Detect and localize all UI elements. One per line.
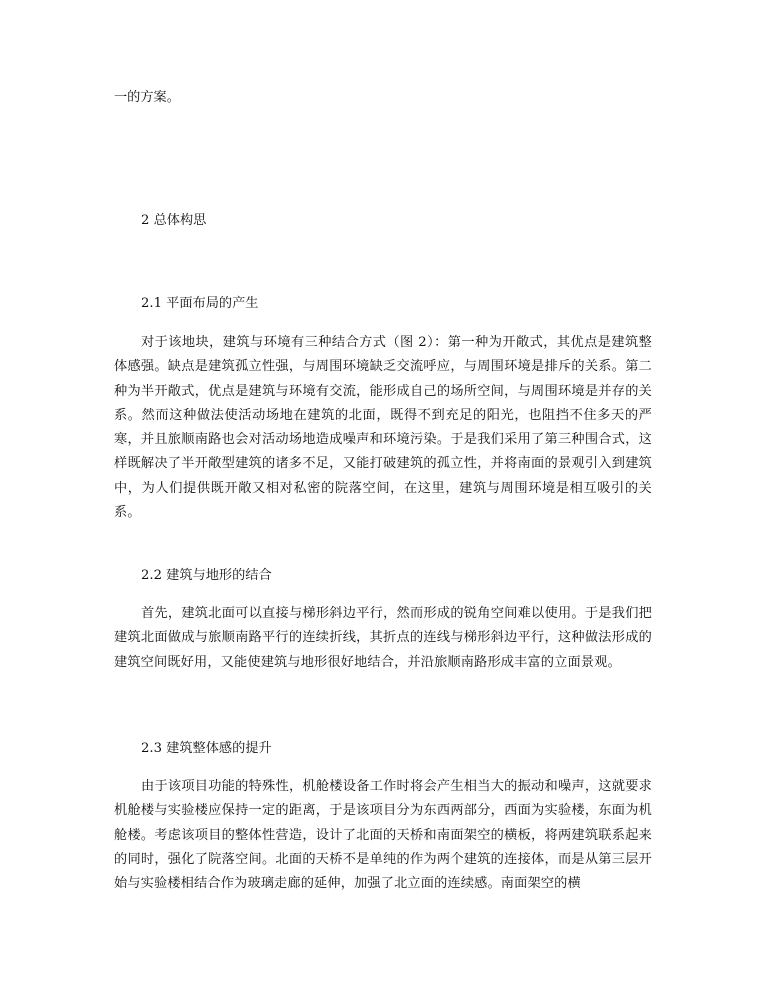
paragraph-2-3: 由于该项目功能的特殊性，机舱楼设备工作时将会产生相当大的振动和噪声，这就要求机舱楼与实验楼应保持一定的距离，于是该项目分为东西两部分，西面为实验楼，东面为机舱楼。考虑该项目的整体性营造，设计了北面的天桥和南面架空的横板，将两建筑联系起来的同时，强化了院落空间。北面的天桥不是单纯的作为两个建筑的连接体，而是从第三层开始与实验楼相结合作为玻璃走廊的延伸，加强了北立面的连续感。南面架空的横	[114, 779, 652, 892]
section-heading-2-3: 2.3 建筑整体感的提升	[141, 741, 272, 756]
intro-fragment: 一的方案。	[114, 90, 180, 105]
section-heading-2: 2 总体构思	[141, 213, 207, 228]
section-heading-2-1: 2.1 平面布局的产生	[141, 296, 259, 311]
paragraph-2-2: 首先，建筑北面可以直接与梯形斜边平行，然而形成的锐角空间难以使用。于是我们把建筑北面做成与旅顺南路平行的连续折线，其折点的连线与梯形斜边平行，这种做法形成的建筑空间既好用，又能使建筑与地形很好地结合，并沿旅顺南路形成丰富的立面景观。	[114, 606, 652, 670]
paragraph-2-1: 对于该地块，建筑与环境有三种结合方式（图 2）：第一种为开敞式，其优点是建筑整体感强。缺点是建筑孤立性强，与周围环境缺乏交流呼应，与周围环境是排斥的关系。第二种为半开敞式，优点是建筑与环境有交流，能形成自己的场所空间，与周围环境是并存的关系。然而这种做法使活动场地在建筑的北面，既得不到充足的阳光，也阻挡不住多天的严寒，并且旅顺南路也会对活动场地造成噪声和环境污染。于是我们采用了第三种围合式，这样既解决了半开敞型建筑的诸多不足，又能打破建筑的孤立性，并将南面的景观引入到建筑中，为人们提供既开敞又相对私密的院落空间，在这里，建筑与周围环境是相互吸引的关系。	[114, 335, 652, 521]
section-heading-2-2: 2.2 建筑与地形的结合	[141, 568, 272, 583]
